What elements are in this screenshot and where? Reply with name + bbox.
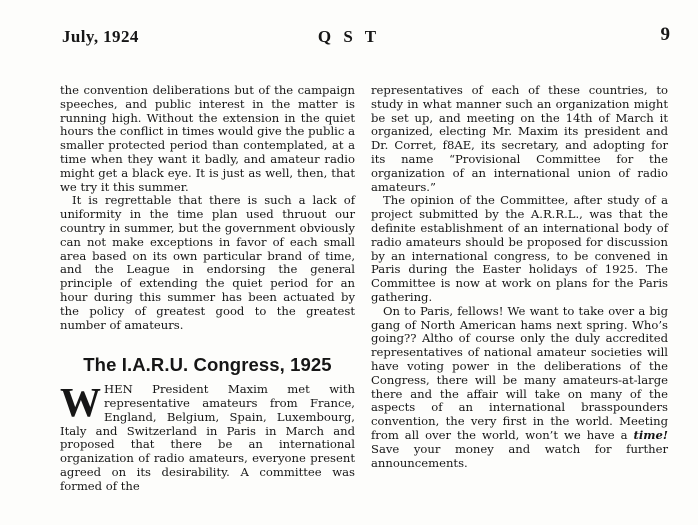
left-column	[60, 84, 355, 494]
left-paragraph-2: It is regrettable that there is such a lack of uniformity in the time plan used thruout our country in summer, but the government obviously can not make exceptions in favor of each small area based on its own particular brand of time, and the League in endorsing the general principle of extending the quiet period for an hour during this summer has been actuated by the policy of greatest good to the greatest number of amateurs.	[60, 193, 355, 332]
right-paragraph-3-start: On to Paris, fellows! We want to take over a big gang of North American hams next spring. Who’s going?? Altho of course only the duly accredited representatives of national amateur societies will have voting power in the deliberations of the Congress, there will be many amateurs-at-large there and the affair will take on many of the aspects of an international brasspounders convention, the very first in the world. Meeting from all over the world, won’t we have a	[371, 303, 668, 442]
right-paragraph-3	[371, 305, 668, 471]
drop-cap-letter: W	[60, 379, 101, 426]
section-heading: The I.A.R.U. Congress, 1925	[83, 354, 332, 376]
page-number: 9	[660, 24, 670, 45]
right-paragraph-1: representatives of each of these countries, to study in what manner such an organization might be set up, and meeting on the 14th of March it organized, electing Mr. Maxim its president and Dr. Corret, f8AE, its secretary, and adopting for its name “Provisional Committee for the organization of an international union of radio amateurs.”	[371, 83, 668, 194]
left-paragraph-3	[60, 379, 355, 493]
right-paragraph-3-end: Save your money and watch for further announcements.	[371, 441, 668, 470]
right-paragraph-2: The opinion of the Committee, after study of a project submitted by the A.R.R.L., was that the definite establishment of an international body of radio amateurs should be proposed for discussion by an international congress, to be convened in Paris during the Easter holidays of 1925. The Committee is now at work on plans for the Paris gathering.	[371, 193, 668, 304]
left-paragraph-1: the convention deliberations but of the campaign speeches, and public interest in the matter is running high. Without the extension in the quiet hours the conflict in times would give the public a smaller protected period than contemplated, at a time when they want it badly, and amateur radio might get a black eye. It is just as well, then, that we try it this summer.	[60, 83, 355, 194]
right-column	[371, 84, 668, 470]
right-paragraph-3-emphasis: time!	[633, 427, 668, 442]
issue-date: July, 1924	[62, 27, 139, 46]
left-paragraph-3-text: HEN President Maxim met with representative amateurs from France, England, Belgium, Spain, Luxembourg, Italy and Switzerland in Paris in March and proposed that there be an international organization of radio amateurs, everyone present agreed on its desirability. A committee was formed of the	[60, 382, 355, 493]
page-header	[0, 20, 698, 50]
magazine-title: Q S T	[317, 27, 381, 46]
